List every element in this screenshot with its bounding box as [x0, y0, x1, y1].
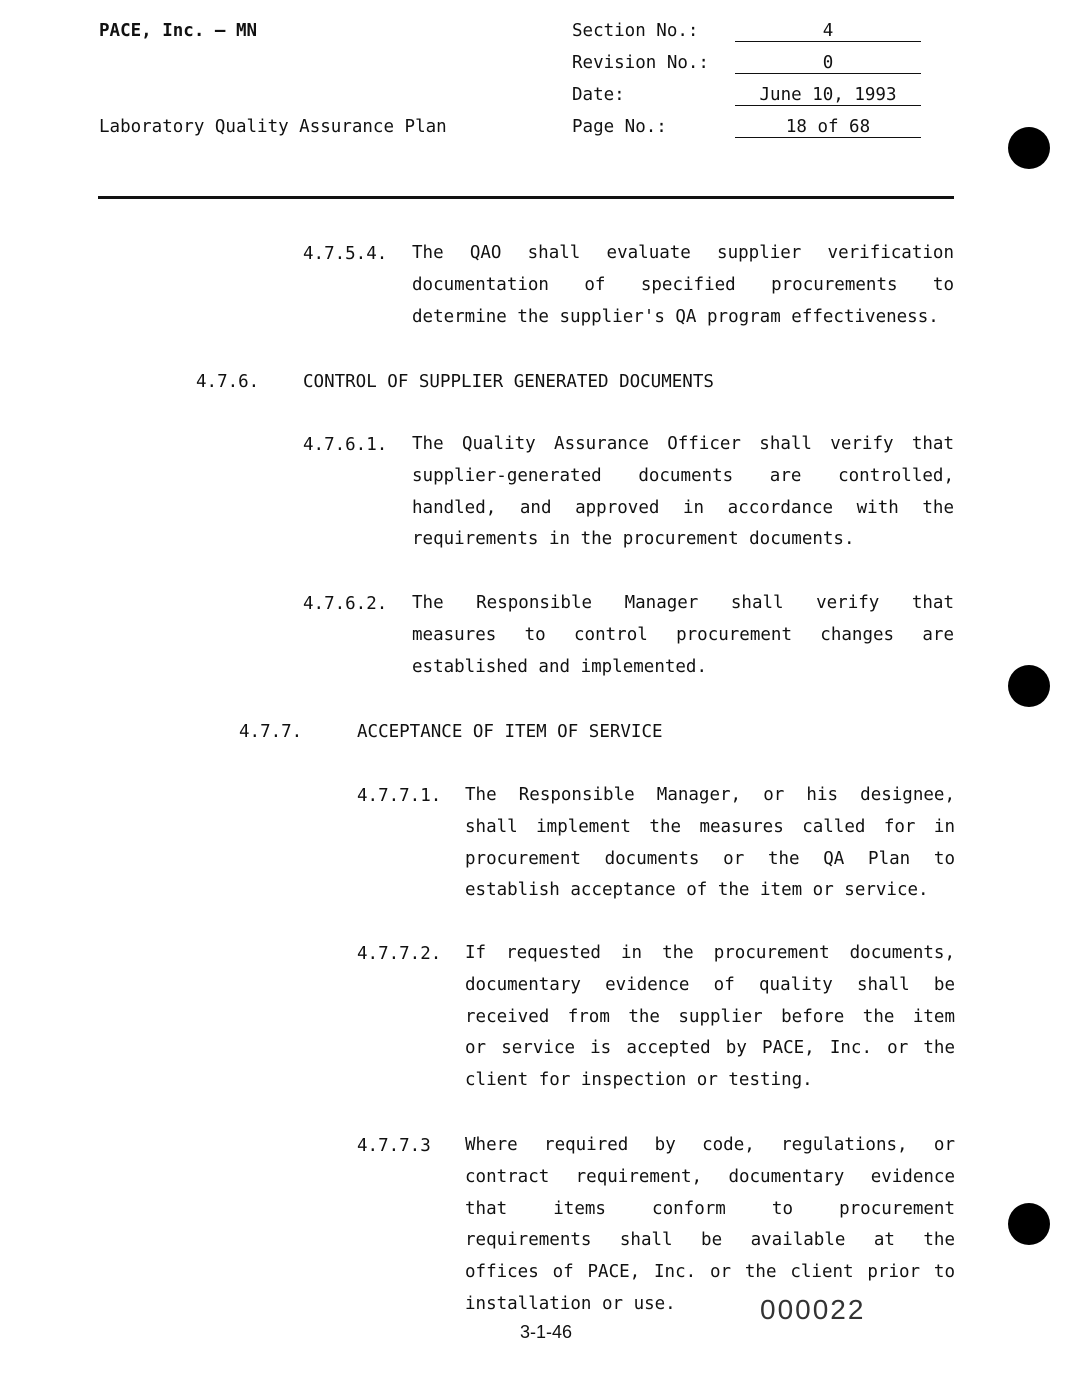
paragraph-number: 4.7.7.1.	[357, 786, 442, 806]
company-name: PACE, Inc. – MN	[99, 21, 258, 41]
header-divider	[98, 196, 954, 199]
page-reference: 3-1-46	[520, 1322, 573, 1342]
revision-label: Revision No.:	[572, 53, 709, 73]
section-value: 4	[735, 21, 921, 42]
text-line: documentary evidence of quality shall be	[465, 974, 955, 995]
paragraph-4754	[412, 238, 954, 333]
text-line: Where required by code, regulations, or	[465, 1135, 955, 1155]
paragraph-4771	[465, 780, 955, 907]
section-number: 4.7.6.	[196, 372, 260, 392]
text-line: procurement documents or the QA Plan to	[465, 848, 955, 869]
binder-hole-mark	[1008, 665, 1050, 707]
text-line: The Responsible Manager, or his designee,	[465, 785, 955, 805]
paragraph-4772	[465, 938, 955, 1097]
paragraph-number: 4.7.7.2.	[357, 944, 442, 964]
text-line: supplier-generated documents are controlled,	[412, 465, 954, 486]
paragraph-number: 4.7.6.1.	[303, 435, 388, 455]
section-heading: ACCEPTANCE OF ITEM OF SERVICE	[357, 722, 663, 742]
paragraph-4762	[412, 588, 954, 683]
paragraph-number: 4.7.6.2.	[303, 594, 388, 614]
text-line: handled, and approved in accordance with the	[412, 497, 954, 518]
date-label: Date:	[572, 85, 625, 105]
paragraph-4773	[465, 1130, 955, 1321]
document-title: Laboratory Quality Assurance Plan	[99, 117, 447, 137]
text-line: or service is accepted by PACE, Inc. or the	[465, 1038, 955, 1059]
text-line: installation or use.	[465, 1293, 676, 1314]
bates-stamp: 000022	[760, 1294, 866, 1325]
text-line: received from the supplier before the item	[465, 1006, 955, 1027]
text-line: The QAO shall evaluate supplier verification	[412, 243, 954, 263]
paragraph-number: 4.7.7.3	[357, 1136, 431, 1156]
revision-value: 0	[735, 53, 921, 74]
text-line: establish acceptance of the item or service.	[465, 880, 929, 901]
text-line: requirements shall be available at the	[465, 1230, 955, 1251]
date-value: June 10, 1993	[735, 85, 921, 106]
binder-hole-mark	[1008, 1203, 1050, 1245]
text-line: The Responsible Manager shall verify that	[412, 593, 954, 613]
section-heading: CONTROL OF SUPPLIER GENERATED DOCUMENTS	[303, 372, 714, 392]
paragraph-number: 4.7.5.4.	[303, 244, 388, 264]
text-line: established and implemented.	[412, 656, 708, 677]
section-number: 4.7.7.	[239, 722, 303, 742]
text-line: offices of PACE, Inc. or the client prior to	[465, 1262, 955, 1283]
text-line: requirements in the procurement documents.	[412, 529, 855, 550]
text-line: documentation of specified procurements to	[412, 274, 954, 295]
text-line: The Quality Assurance Officer shall verify that	[412, 434, 954, 454]
text-line: If requested in the procurement documents,	[465, 943, 955, 963]
text-line: client for inspection or testing.	[465, 1070, 813, 1091]
text-line: shall implement the measures called for in	[465, 816, 955, 837]
paragraph-4761	[412, 429, 954, 556]
text-line: measures to control procurement changes are	[412, 624, 954, 645]
page-label: Page No.:	[572, 117, 667, 137]
text-line: contract requirement, documentary evidence	[465, 1166, 955, 1187]
binder-hole-mark	[1008, 127, 1050, 169]
section-label: Section No.:	[572, 21, 699, 41]
text-line: that items conform to procurement	[465, 1198, 955, 1219]
text-line: determine the supplier's QA program effectiveness.	[412, 306, 939, 327]
page-value: 18 of 68	[735, 117, 921, 138]
